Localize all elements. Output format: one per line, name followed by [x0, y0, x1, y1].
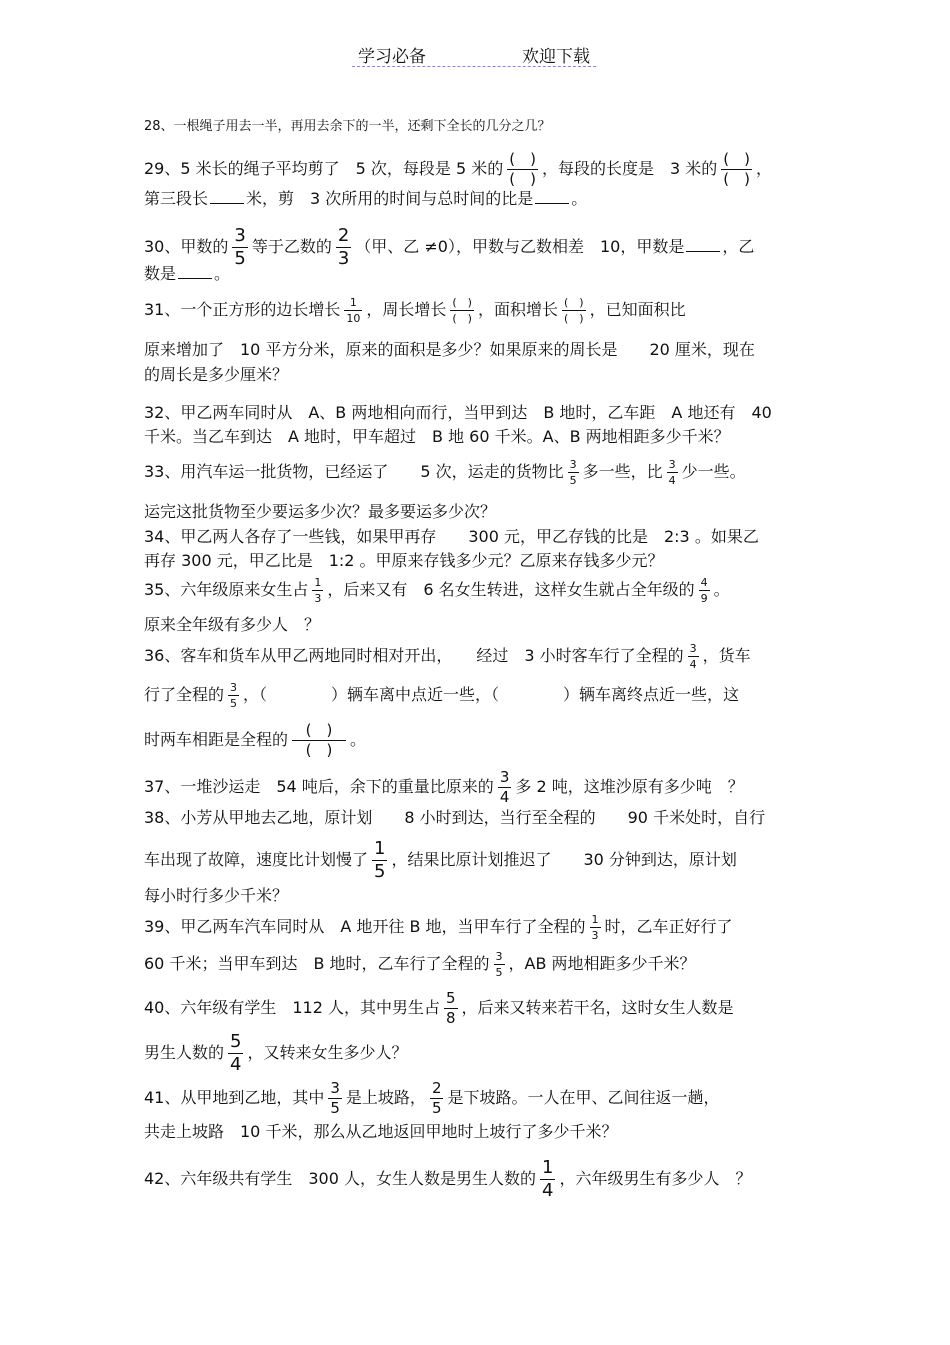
question-31-cont2: [144, 367, 288, 383]
fraction: [540, 1159, 555, 1200]
question-42: [144, 1159, 751, 1200]
fraction-den: 4: [499, 788, 510, 806]
text: 数是: [144, 264, 177, 283]
text: ，后来又转来若干名，这时女生人数是: [461, 998, 734, 1017]
text: 32、甲乙两车同时从 A、B 两地相向而行，当甲到达 B 地时，乙车距 A 地还有 40: [144, 403, 772, 422]
fraction-num: 3: [689, 642, 697, 655]
fraction: [336, 227, 351, 268]
text: 是下坡路。一人在甲、乙间往返一趟，: [447, 1088, 720, 1107]
question-40-cont: [144, 1033, 407, 1074]
question-30-cont: [144, 266, 230, 282]
text: 。: [214, 264, 231, 283]
text: 时，乙车正好行了: [604, 917, 733, 936]
text: 第三段长: [144, 189, 209, 208]
text: 41、从甲地到乙地，其中: [144, 1088, 325, 1107]
fraction-blank: [507, 152, 538, 187]
text: （甲、乙 ≠0），甲数与乙数相差 10，甲数是: [355, 237, 685, 256]
question-36: [144, 643, 751, 670]
text: 28、一根绳子用去一半，再用去余下的一半，还剩下全长的几分之几？: [144, 119, 551, 134]
fraction: [372, 840, 387, 881]
text: 33、用汽车运一批货物，已经运了 5 次，运走的货物比: [144, 462, 564, 481]
question-39-cont: [144, 951, 696, 978]
fraction-blank: [292, 723, 346, 758]
question-34: [144, 529, 759, 545]
fraction-blank: [450, 297, 474, 324]
fraction-den: 5: [495, 966, 503, 979]
text: 42、六年级共有学生 300 人，女生人数是男生人数的: [144, 1169, 536, 1188]
fraction-num: 3: [569, 458, 577, 471]
fraction-num: ( ): [564, 296, 584, 309]
fraction-den: ( ): [564, 312, 584, 325]
fraction-num: ( ): [452, 296, 472, 309]
fraction: [344, 297, 362, 324]
question-32: [144, 405, 772, 421]
question-33: [144, 459, 746, 486]
question-38: [144, 810, 765, 826]
question-36-cont: [144, 682, 739, 709]
question-41-cont: [144, 1124, 617, 1140]
fraction-den: 5: [569, 474, 577, 487]
fraction-den: 3: [591, 929, 599, 942]
fraction-num: ( ): [292, 723, 346, 741]
text: 等于乙数的: [251, 237, 332, 256]
fraction-blank: [562, 297, 586, 324]
question-30: [144, 227, 754, 268]
fraction-num: 2: [431, 1079, 442, 1097]
fraction: [312, 577, 323, 604]
text: 运完这批货物至少要运多少次？最多要运多少次？: [144, 502, 497, 521]
question-38-cont: [144, 840, 737, 881]
text: ，AB 两地相距多少千米？: [508, 954, 696, 973]
fraction-num: 5: [446, 989, 456, 1007]
fraction-den: 5: [330, 1099, 340, 1117]
fraction-num: 1: [591, 913, 599, 926]
fraction: [667, 459, 678, 486]
fraction: [494, 951, 505, 978]
page-header: [352, 40, 596, 67]
fraction-den: 3: [337, 248, 350, 269]
fraction-den: 5: [230, 697, 238, 710]
fraction: [444, 991, 458, 1026]
question-38-cont2: [144, 888, 288, 904]
fraction-num: 3: [230, 681, 238, 694]
answer-blank: [210, 203, 244, 204]
answer-blank: [535, 203, 569, 204]
text: 少一些。: [681, 462, 746, 481]
question-41: [144, 1081, 720, 1116]
text: 原来全年级有多少人 ？: [144, 615, 321, 634]
text: ，（ ）辆车离中点近一些，（ ）辆车离终点近一些，这: [243, 685, 740, 704]
fraction-num: ( ): [723, 150, 750, 168]
header-right-text: 欢迎下载: [522, 47, 590, 67]
fraction: [498, 770, 512, 805]
fraction-blank: [721, 152, 752, 187]
text: ，已知面积比: [589, 300, 686, 319]
fraction-den: 3: [314, 592, 322, 605]
text: 29、5 米长的绳子平均剪了 5 次，每段是 5 米的: [144, 159, 504, 178]
question-35-cont: [144, 617, 320, 633]
text: 每小时行多少千米？: [144, 886, 289, 905]
text: ，每段的长度是 3 米的: [541, 159, 718, 178]
text: 男生人数的: [144, 1043, 225, 1062]
text: ，乙: [722, 237, 755, 256]
header-left-text: 学习必备: [358, 47, 426, 67]
fraction-den: 4: [689, 658, 697, 671]
fraction-num: 1: [374, 838, 386, 859]
fraction-den: 10: [346, 312, 361, 325]
text: 米，剪 3 次所用的时间与总时间的比是: [246, 189, 534, 208]
fraction-den: 8: [446, 1009, 456, 1027]
fraction-num: 3: [495, 950, 503, 963]
fraction: [699, 577, 710, 604]
answer-blank: [178, 278, 212, 279]
question-34-cont: [144, 553, 664, 569]
fraction-den: 5: [431, 1099, 442, 1117]
fraction: [228, 1033, 243, 1074]
fraction-num: 1: [542, 1157, 554, 1178]
text: 31、一个正方形的边长增长: [144, 300, 341, 319]
fraction-num: ( ): [509, 150, 536, 168]
text: 37、一堆沙运走 54 吨后，余下的重量比原来的: [144, 777, 494, 796]
fraction-den: ( ): [723, 170, 750, 188]
answer-blank: [686, 251, 720, 252]
text: 34、甲乙两人各存了一些钱，如果甲再存 300 元，甲乙存钱的比是 2:3 。如果乙: [144, 527, 759, 546]
question-29-cont: [144, 191, 587, 207]
text: 行了全程的: [144, 685, 225, 704]
text: ，又转来女生多少人？: [247, 1043, 408, 1062]
fraction: [328, 1081, 342, 1116]
fraction: [568, 459, 579, 486]
text: 。: [350, 730, 367, 749]
question-29: [144, 152, 772, 187]
fraction-den: 5: [374, 861, 386, 882]
question-35: [144, 577, 730, 604]
text: 共走上坡路 10 千米，那么从乙地返回甲地时上坡行了多少千米？: [144, 1122, 618, 1141]
fraction-num: 5: [230, 1031, 242, 1052]
text: ，结果比原计划推迟了 30 分钟到达，原计划: [391, 850, 737, 869]
text: 原来增加了 10 平方分米，原来的面积是多少？如果原来的周长是 20 厘米，现在: [144, 340, 755, 359]
fraction-num: 1: [344, 297, 362, 311]
question-33-cont: [144, 504, 496, 520]
text: 38、小芳从甲地去乙地，原计划 8 小时到达，当行至全程的 90 千米处时，自行: [144, 808, 766, 827]
text: 多一些，比: [582, 462, 663, 481]
text: 60 千米；当甲车到达 B 地时，乙车行了全程的: [144, 954, 490, 973]
text: ，货车: [702, 646, 751, 665]
fraction-num: 1: [314, 576, 322, 589]
question-28: [144, 120, 551, 133]
question-40: [144, 991, 734, 1026]
text: 千米。当乙车到达 A 地时，甲车超过 B 地 60 千米。A、B 两地相距多少千米？: [144, 427, 730, 446]
fraction-den: ( ): [305, 741, 333, 759]
text: 的周长是多少厘米？: [144, 365, 289, 384]
text: 40、六年级有学生 112 人，其中男生占: [144, 998, 440, 1017]
fraction: [590, 914, 601, 941]
text: ，周长增长: [366, 300, 447, 319]
question-31-cont: [144, 342, 755, 358]
fraction-num: 3: [668, 458, 676, 471]
text: 。: [571, 189, 588, 208]
question-37: [144, 770, 744, 805]
text: ，面积增长: [477, 300, 558, 319]
fraction: [232, 227, 247, 268]
question-31: [144, 297, 686, 324]
fraction-den: ( ): [452, 312, 472, 325]
text: 。: [713, 580, 730, 599]
text: 35、六年级原来女生占: [144, 580, 309, 599]
fraction-num: 3: [499, 768, 510, 786]
text: 39、甲乙两车汽车同时从 A 地开往 B 地，当甲车行了全程的: [144, 917, 586, 936]
fraction-den: 4: [542, 1180, 554, 1201]
question-32-cont: [144, 429, 730, 445]
fraction: [228, 682, 239, 709]
fraction-num: 2: [337, 225, 350, 246]
text: 时两车相距是全程的: [144, 730, 289, 749]
text: 车出现了故障，速度比计划慢了: [144, 850, 369, 869]
fraction-den: 4: [230, 1054, 242, 1075]
question-39: [144, 914, 733, 941]
fraction-num: 3: [330, 1079, 340, 1097]
fraction-den: 4: [668, 474, 676, 487]
text: ，后来又有 6 名女生转进，这样女生就占全年级的: [327, 580, 695, 599]
fraction-num: 4: [700, 576, 708, 589]
fraction-den: ( ): [509, 170, 536, 188]
fraction-den: 9: [700, 592, 708, 605]
text: ，六年级男生有多少人 ？: [559, 1169, 752, 1188]
text: ，: [755, 159, 772, 178]
question-36-cont2: [144, 723, 366, 758]
text: 再存 300 元，甲乙比是 1:2 。甲原来存钱多少元？乙原来存钱多少元？: [144, 551, 664, 570]
fraction: [430, 1081, 444, 1116]
text: 36、客车和货车从甲乙两地同时相对开出， 经过 3 小时客车行了全程的: [144, 646, 684, 665]
text: 多 2 吨，这堆沙原有多少吨 ？: [515, 777, 744, 796]
text: 30、甲数的: [144, 237, 229, 256]
fraction-num: 3: [234, 225, 246, 246]
fraction: [688, 643, 699, 670]
text: 是上坡路，: [345, 1088, 426, 1107]
fraction-den: 5: [234, 248, 246, 269]
